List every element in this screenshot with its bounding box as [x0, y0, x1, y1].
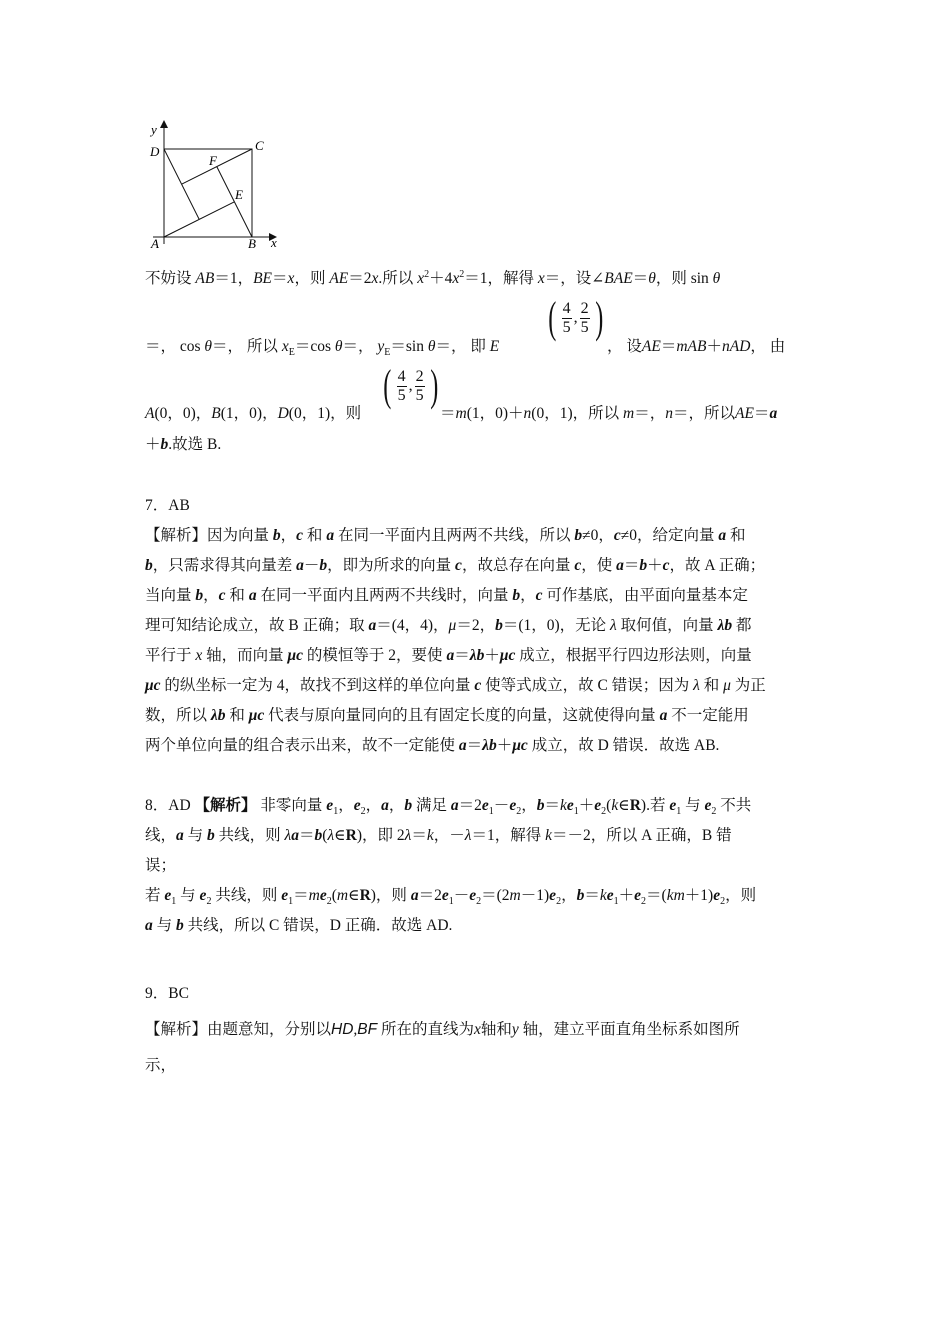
sol7-line7: 数，所以 λb 和 μc 代表与原向量同向的且有固定长度的向量，这就使得向量 a 不一定能用	[145, 707, 749, 724]
sol7-line8: 两个单位向量的组合表示出来，故不一定能使 a＝λb＋μc 成立，故 D 错误．故选 AB.	[145, 737, 720, 754]
sol6-line2: ＝， cos θ＝， 所以 $x_E=\cos$ θ＝， $y_E=\sin$ θ＝， 即 E	[145, 338, 500, 359]
sol7-line1: 【解析】因为向量 b，c 和 a 在同一平面内且两两不共线，所以 b≠0，c≠0，给定向量 a 和	[145, 527, 746, 544]
label-f: F	[209, 153, 217, 168]
sol6-line1: 不妨设 AB＝1，BE＝x，则 AE＝2x.所以 $x^2+4x^2=1$，解得 x＝，设∠BAE＝θ，则 sin θ	[145, 268, 721, 287]
label-d: D	[150, 144, 160, 159]
label-c: C	[255, 138, 264, 153]
label-b: B	[248, 236, 256, 251]
sol8-line4: 若 $e_1$ 与 $e_2$ 共线，则 $e_1=me_2(m\in R)$，则 $a=2e_1-e_2=(2m-1)e_2$，$b=ke_1+e_2=(km+1)e_2$，则	[145, 887, 757, 908]
sol8-line5: a 与 b 共线，所以 C 错误，D 正确．故选 AD.	[145, 917, 453, 934]
label-x: x	[271, 235, 277, 250]
sol9-line2: 示，	[145, 1057, 177, 1074]
sol7-title: 7．AB	[145, 497, 190, 514]
sol8-line1: 8．AD 【解析】 非零向量 $e_1$，$e_2$，a，b 满足 $a=2e_1-e_2$，$b=ke_1+e_2(k\in R)$.若 $e_1$ 与 $e_2$ 不共	[145, 797, 752, 818]
label-a: A	[151, 236, 159, 251]
sol8-line3: 误；	[145, 857, 177, 874]
label-y: y	[151, 122, 157, 137]
sol7-line6: μc 的纵坐标一定为 4，故找不到这样的单位向量 c 使等式成立，故 C 错误；因为 λ 和 μ 为正	[145, 677, 766, 694]
sol9-title: 9．BC	[145, 985, 189, 1002]
sol6-line3: A(0，0)，B(1，0)，D(0，1)，则	[145, 405, 362, 422]
square-figure	[143, 118, 293, 258]
sol6-line2b: ， 设AE＝mAB＋nAD， 由	[607, 338, 786, 355]
point-e-coords: ( $\frac{4}{5}$ , $\frac{2}{5}$ )	[548, 293, 604, 342]
line-df	[164, 149, 199, 219]
sol7-line3: 当向量 b，c 和 a 在同一平面内且两两不共线时，向量 b，c 可作基底，由平面向量基本定	[145, 587, 748, 604]
sol9-line1: 【解析】由题意知，分别以HD,BF 所在的直线为x轴和y 轴，建立平面直角坐标系如图所	[145, 1021, 740, 1038]
sol7-line5: 平行于 x 轴，而向量 μc 的模恒等于 2，要使 a＝λb＋μc 成立，根据平行四边形法则，向量	[145, 647, 752, 664]
label-e: E	[235, 187, 243, 202]
sol7-line2: b，只需求得其向量差 a－b，即为所求的向量 c，故总存在向量 c，使 a＝b＋c，故 A 正确；	[145, 557, 766, 574]
sol6-line3b: ＝m(1，0)＋n(0，1)，所以 m＝，n＝，所以AE＝a	[440, 405, 778, 422]
sol6-line4: ＋b.故选 B.	[145, 436, 222, 453]
point-e-coords-2: ( $\frac{4}{5}$ , $\frac{2}{5}$ )	[383, 361, 439, 410]
sol7-line4: 理可知结论成立，故 B 正确；取 a＝(4，4)，μ＝2，b＝(1，0)，无论 λ 取何值，向量 λb 都	[145, 617, 752, 634]
sol8-line2: 线，a 与 b 共线，则 λa＝b(λ∈R)，即 2λ＝k，－λ＝1，解得 k＝－2，所以 A 正确，B 错	[145, 827, 732, 844]
